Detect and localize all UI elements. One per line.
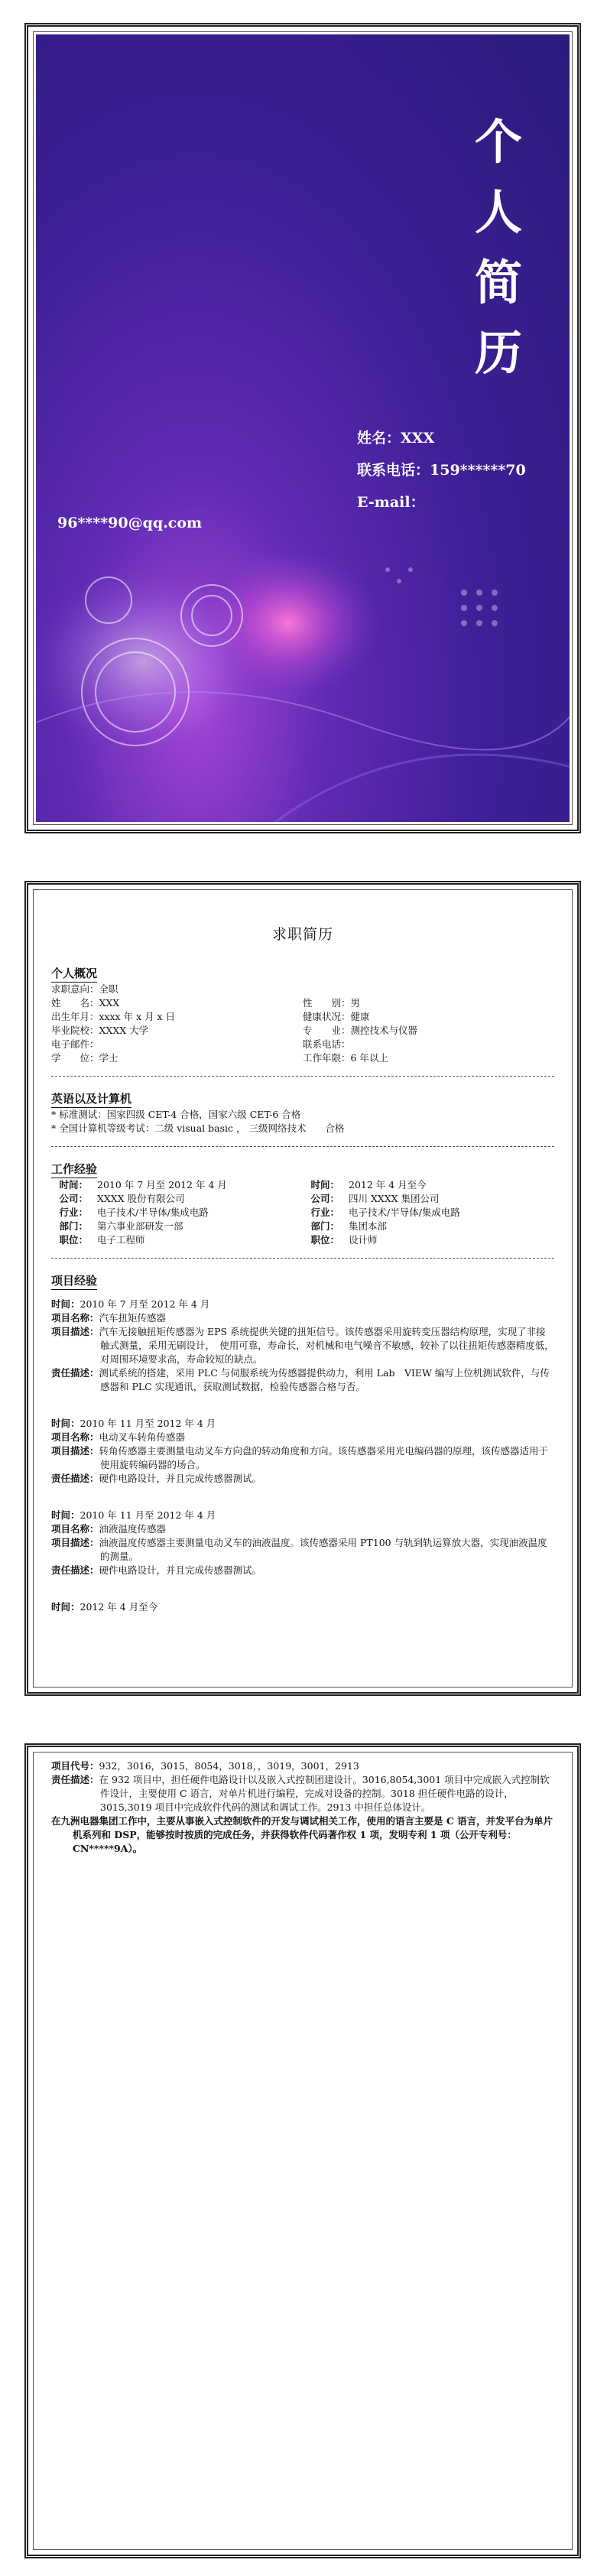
overview-row bbox=[51, 1010, 554, 1024]
work-key: 部门： bbox=[59, 1220, 88, 1232]
english-line: * 标准测试：国家四级 CET-4 合格，国家六级 CET-6 合格 bbox=[51, 1109, 301, 1120]
work-value: 电子技术/半导体/集成电路 bbox=[97, 1207, 209, 1218]
cover-email-value: 96****90@qq.com bbox=[57, 515, 203, 531]
work-value: 第六事业部研发一部 bbox=[97, 1220, 183, 1232]
project-value: 油液温度传感器主要测量电动叉车的油液温度。该传感器采用 PT100 与轨到轨运算放大器，实现油液温度的测量。 bbox=[99, 1537, 547, 1562]
cover-email-label: E-mail： bbox=[357, 494, 425, 511]
project-block bbox=[51, 1298, 554, 1394]
section-divider bbox=[51, 1076, 554, 1077]
work-key: 公司： bbox=[310, 1193, 339, 1204]
resume-body bbox=[51, 900, 554, 1677]
overview-row bbox=[51, 983, 554, 996]
project-key: 责任描述： bbox=[51, 1564, 99, 1576]
project-key: 责任描述： bbox=[51, 1473, 99, 1484]
cover-page bbox=[24, 23, 581, 833]
project-value: 汽车无接触扭矩传感器为 EPS 系统提供关键的扭矩信号。该传感器采用旋转变压器结构原理，实现了非接触式测量，采用无刷设计， 使用可靠，寿命长，对机械和电气噪音不敏感，较补了以往扭矩传感器精度低，对周围环境要求高，寿命较短的缺点。 bbox=[99, 1326, 554, 1365]
overview-cell bbox=[303, 983, 554, 996]
work-key: 部门： bbox=[310, 1220, 339, 1232]
work-key: 公司： bbox=[59, 1193, 88, 1204]
project-value: 2012 年 4 月至今 bbox=[80, 1601, 158, 1613]
resume-continued bbox=[51, 1759, 554, 2539]
overview-cell: 出生年月：xxxx 年 x 月 x 日 bbox=[51, 1011, 176, 1022]
project-block bbox=[51, 1600, 554, 1614]
overview-table bbox=[51, 983, 554, 1065]
project-key: 时间： bbox=[51, 1509, 80, 1521]
project-key: 时间： bbox=[51, 1601, 80, 1613]
overview-cell: 毕业院校：XXXX 大学 bbox=[51, 1025, 149, 1036]
work-value: XXXX 股份有限公司 bbox=[97, 1193, 185, 1204]
work-key: 职位： bbox=[310, 1234, 339, 1246]
project-block bbox=[51, 1509, 554, 1577]
cover-title-char: 历 bbox=[474, 325, 522, 381]
project-value: 油液温度传感器 bbox=[99, 1523, 167, 1535]
project-key: 时间： bbox=[51, 1418, 80, 1429]
work-value: 集团本部 bbox=[349, 1220, 388, 1232]
overview-row bbox=[51, 1024, 554, 1038]
work-key: 职位： bbox=[59, 1234, 88, 1246]
project-key: 项目描述： bbox=[51, 1537, 99, 1548]
overview-row bbox=[51, 996, 554, 1010]
project-value: 汽车扭矩传感器 bbox=[99, 1312, 167, 1324]
project-key: 责任描述： bbox=[51, 1774, 99, 1785]
work-key: 行业： bbox=[59, 1207, 88, 1218]
work-key: 时间： bbox=[310, 1179, 339, 1191]
cover-phone: 联系电话：159******70 bbox=[357, 462, 526, 479]
project-value: 测试系统的搭建，采用 PLC 与伺服系统为传感器提供动力，利用 Lab VIEW 编写上位机测试软件，与传感器和 PLC 实现通讯，获取测试数据，检验传感器合格与否。 bbox=[99, 1367, 550, 1392]
work-value: 2012 年 4 月至今 bbox=[349, 1179, 427, 1191]
work-key: 时间： bbox=[59, 1179, 88, 1191]
work-value: 设计师 bbox=[349, 1234, 378, 1246]
project-key: 项目名称： bbox=[51, 1523, 99, 1535]
project-value: 在 932 项目中，担任硬件电路设计以及嵌入式控制团建设计。3016,8054,3001 项目中完成嵌入式控制软件设计，主要使用 C 语言，对单片机进行编程，完成对设备的控制。3018 担任硬件电路的设计，3015,3019 项目中完成软件代码的测试和调试工作。2913 中担任总体设计。 bbox=[99, 1774, 550, 1813]
work-summary: 在九洲电器集团工作中，主要从事嵌入式控制软件的开发与调试相关工作，使用的语言主要是 C 语言，并发平台为单片机系列和 DSP，能够按时按质的完成任务，并获得软件代码著作权 1 项，发明专利 1 项（公开专利号：CN*****9A）。 bbox=[51, 1815, 553, 1854]
english-heading: 英语以及计算机 bbox=[51, 1090, 131, 1108]
overview-cell: 学 位：学士 bbox=[51, 1052, 118, 1064]
project-key: 责任描述： bbox=[51, 1367, 99, 1379]
project-value: 932，3016，3015，8054，3018，，3019，3001，2913 bbox=[99, 1760, 359, 1772]
overview-cell: 工作年限：6 年以上 bbox=[303, 1052, 388, 1064]
cover-background bbox=[36, 34, 570, 822]
project-block bbox=[51, 1417, 554, 1486]
work-value: 电子工程师 bbox=[97, 1234, 145, 1246]
work-heading: 工作经验 bbox=[51, 1161, 97, 1178]
section-divider bbox=[51, 1146, 554, 1147]
overview-cell: 专 业：测控技术与仪器 bbox=[303, 1025, 418, 1036]
project-key: 项目代号： bbox=[51, 1760, 99, 1772]
overview-heading: 个人概况 bbox=[51, 965, 97, 983]
cover-title-char: 简 bbox=[474, 255, 522, 310]
english-line: * 全国计算机等级考试：二级 visual basic ， 三级网络技术 合格 bbox=[51, 1122, 345, 1134]
section-divider bbox=[51, 1258, 554, 1259]
resume-page-2 bbox=[24, 1743, 581, 2558]
overview-cell: 求职意向：全职 bbox=[51, 983, 118, 995]
resume-page-1 bbox=[24, 881, 581, 1696]
work-left bbox=[51, 1178, 303, 1247]
work-key: 行业： bbox=[310, 1207, 339, 1218]
cover-title-char: 个 bbox=[474, 114, 522, 170]
cover-title bbox=[472, 107, 525, 388]
cover-name: 姓名：XXX bbox=[357, 430, 435, 447]
work-right bbox=[303, 1178, 554, 1247]
overview-row bbox=[51, 1038, 554, 1051]
overview-cell: 电子邮件： bbox=[51, 1038, 99, 1050]
overview-row bbox=[51, 1051, 554, 1065]
project-key: 项目描述： bbox=[51, 1326, 99, 1337]
project-value: 转角传感器主要测量电动叉车方向盘的转动角度和方向。该传感器采用光电编码器的原理，该传感器适用于使用旋转编码器的场合。 bbox=[99, 1445, 549, 1470]
project-value: 2010 年 11 月至 2012 年 4 月 bbox=[80, 1418, 216, 1429]
project-key: 项目名称： bbox=[51, 1431, 99, 1443]
project-value: 2010 年 11 月至 2012 年 4 月 bbox=[80, 1509, 216, 1521]
work-columns bbox=[51, 1178, 554, 1247]
overview-cell: 性 别：男 bbox=[303, 997, 361, 1009]
project-key: 项目描述： bbox=[51, 1445, 99, 1457]
projects-heading: 项目经验 bbox=[51, 1272, 97, 1290]
overview-cell: 联系电话： bbox=[303, 1038, 351, 1050]
overview-cell: 姓 名：XXX bbox=[51, 997, 120, 1009]
project-value: 硬件电路设计，并且完成传感器测试。 bbox=[99, 1564, 262, 1576]
cover-title-char: 人 bbox=[474, 184, 522, 240]
project-value: 2010 年 7 月至 2012 年 4 月 bbox=[80, 1298, 210, 1310]
overview-cell: 健康状况：健康 bbox=[303, 1011, 370, 1022]
project-value: 硬件电路设计，并且完成传感器测试。 bbox=[99, 1473, 262, 1484]
work-value: 四川 XXXX 集团公司 bbox=[349, 1193, 440, 1204]
work-value: 电子技术/半导体/集成电路 bbox=[349, 1207, 460, 1218]
resume-title: 求职简历 bbox=[271, 926, 333, 943]
project-key: 项目名称： bbox=[51, 1312, 99, 1324]
project-key: 时间： bbox=[51, 1298, 80, 1310]
project-value: 电动叉车转角传感器 bbox=[99, 1431, 186, 1443]
work-value: 2010 年 7 月至 2012 年 4 月 bbox=[97, 1179, 227, 1191]
